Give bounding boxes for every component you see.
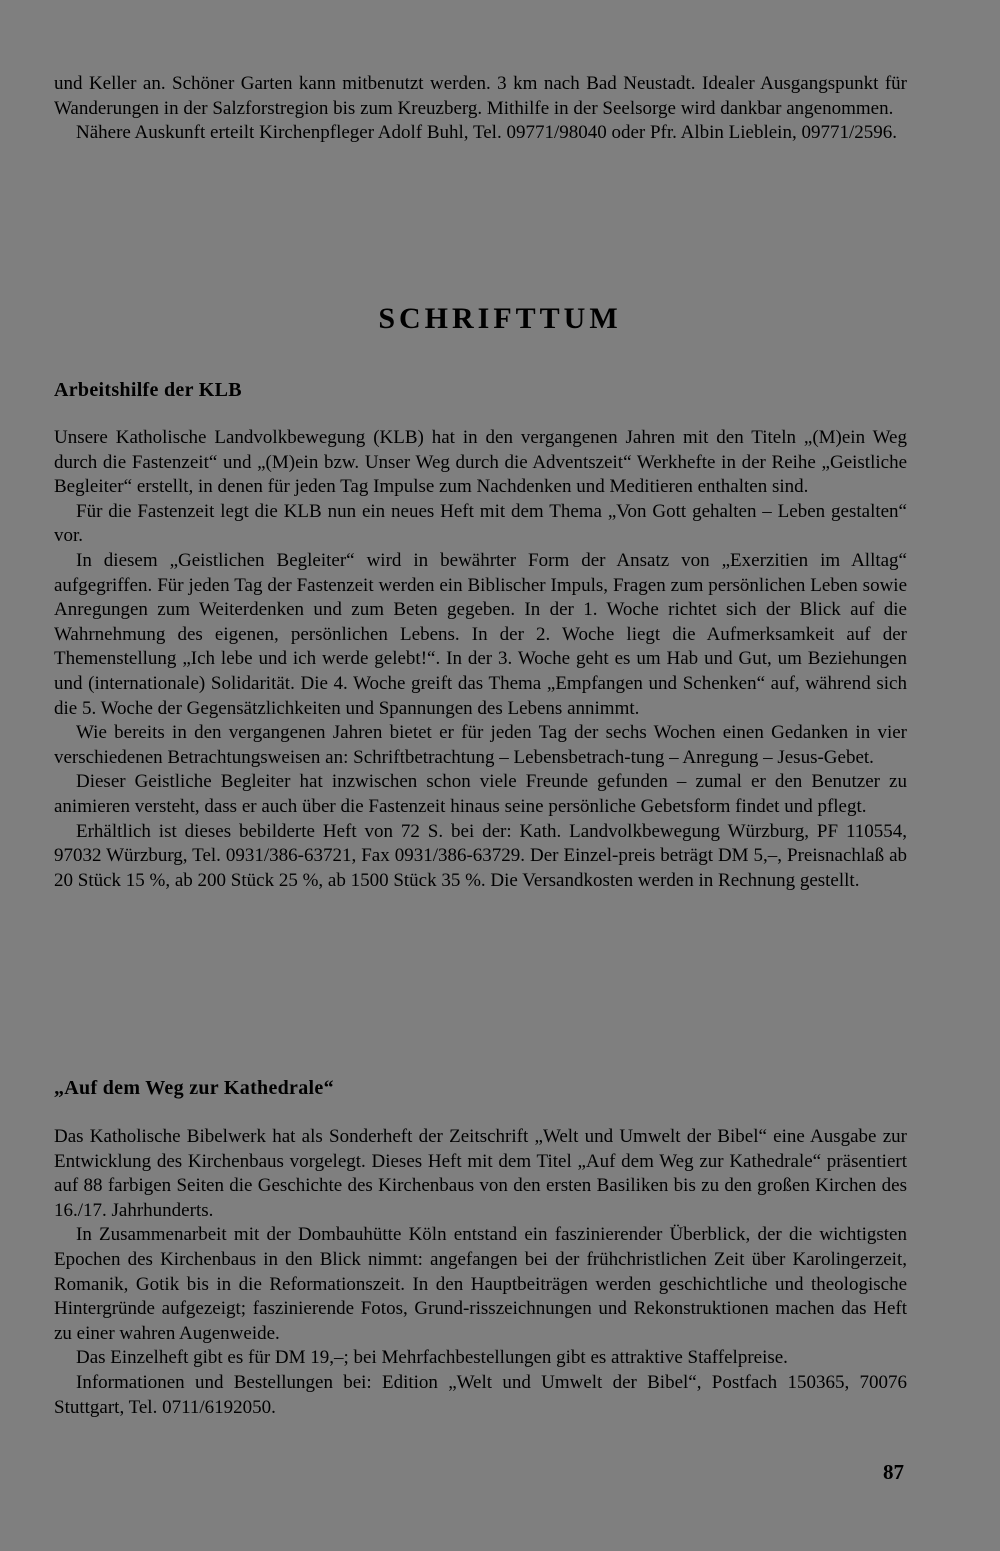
paragraph: Dieser Geistliche Begleiter hat inzwischen schon viele Freunde gefunden – zumal er den Benutzer zu animieren versteht, dass er auch über die Fastenzeit hinaus seine persönliche Gebetsform findet und pflegt. xyxy=(54,771,907,817)
article-title: „Auf dem Weg zur Kathedrale“ xyxy=(54,1077,334,1099)
article-body xyxy=(54,1125,907,1420)
paragraph: Das Katholische Bibelwerk hat als Sonderheft der Zeitschrift „Welt und Umwelt der Bibel“ eine Ausgabe zur Entwicklung des Kirchenbaus vorgelegt. Dieses Heft mit dem Titel „Auf dem Weg zur Kathedrale“ präsentiert auf 88 farbigen Seiten die Geschichte des Kirchenbaus von den ersten Basiliken bis zu den großen Kirchen des 16./17. Jahrhunderts. xyxy=(54,1126,907,1221)
paragraph: Wie bereits in den vergangenen Jahren bietet er für jeden Tag der sechs Wochen einen Gedanken in vier verschiedenen Betrachtungsweisen an: Schriftbetrachtung – Lebensbetrach-tung – Anregung – Jesus-Gebet. xyxy=(54,722,907,768)
section-heading: SCHRIFTTUM xyxy=(378,302,622,335)
intro-text xyxy=(54,72,907,146)
paragraph: In Zusammenarbeit mit der Dombauhütte Köln entstand ein faszinierender Überblick, der die wichtigsten Epochen des Kirchenbaus in den Blick nimmt: angefangen bei der frühchristlichen Zeit über Karolingerzeit, Romanik, Gotik bis in die Reformationszeit. In den Hauptbeiträgen werden geschichtliche und theologische Hintergründe aufgezeigt; faszinierende Fotos, Grund-risszeichnungen und Rekonstruktionen machen das Heft zu einer wahren Augenweide. xyxy=(54,1224,907,1344)
paragraph: In diesem „Geistlichen Begleiter“ wird in bewährter Form der Ansatz von „Exerzitien im Alltag“ aufgegriffen. Für jeden Tag der Fastenzeit werden ein Biblischer Impuls, Fragen zum persönlichen Leben sowie Anregungen zum Weiterdenken und zum Beten gegeben. In der 1. Woche richtet sich der Blick auf die Wahrnehmung des eigenen, persönlichen Lebens. In der 2. Woche liegt die Aufmerksamkeit auf der Themenstellung „Ich lebe und ich werde gelebt!“. In der 3. Woche geht es um Hab und Gut, um Beziehungen und (internationale) Solidarität. Die 4. Woche greift das Thema „Empfangen und Schenken“ auf, während sich die 5. Woche der Gegensätzlichkeiten und Spannungen des Lebens annimmt. xyxy=(54,549,907,719)
article-title: Arbeitshilfe der KLB xyxy=(54,379,242,401)
paragraph: Nähere Auskunft erteilt Kirchenpfleger Adolf Buhl, Tel. 09771/98040 oder Pfr. Albin Lieblein, 09771/2596. xyxy=(76,122,897,144)
paragraph: Das Einzelheft gibt es für DM 19,–; bei Mehrfachbestellungen gibt es attraktive Staffelpreise. xyxy=(76,1347,788,1369)
article-body xyxy=(54,426,907,893)
paragraph: Informationen und Bestellungen bei: Edition „Welt und Umwelt der Bibel“, Postfach 150365, 70076 Stuttgart, Tel. 0711/6192050. xyxy=(54,1371,907,1418)
paragraph: Erhältlich ist dieses bebilderte Heft von 72 S. bei der: Kath. Landvolkbewegung Würzburg, PF 110554, 97032 Würzburg, Tel. 0931/386-63721, Fax 0931/386-63729. Der Einzel-preis beträgt DM 5,–, Preisnachlaß ab 20 Stück 15 %, ab 200 Stück 25 %, ab 1500 Stück 35 %. Die Versandkosten werden in Rechnung gestellt. xyxy=(54,820,907,891)
page-number: 87 xyxy=(883,1460,904,1484)
paragraph: Für die Fastenzeit legt die KLB nun ein neues Heft mit dem Thema „Von Gott gehalten – Leben gestalten“ vor. xyxy=(54,500,907,547)
paragraph: und Keller an. Schöner Garten kann mitbenutzt werden. 3 km nach Bad Neustadt. Idealer Ausgangspunkt für Wanderungen in der Salzforstregion bis zum Kreuzberg. Mithilfe in der Seelsorge wird dankbar angenommen. xyxy=(54,73,907,119)
paragraph: Unsere Katholische Landvolkbewegung (KLB) hat in den vergangenen Jahren mit den Titeln „(M)ein Weg durch die Fastenzeit“ und „(M)ein bzw. Unser Weg durch die Adventszeit“ Werkhefte in der Reihe „Geistliche Begleiter“ erstellt, in denen für jeden Tag Impulse zum Nachdenken und Meditieren enthalten sind. xyxy=(54,427,907,498)
